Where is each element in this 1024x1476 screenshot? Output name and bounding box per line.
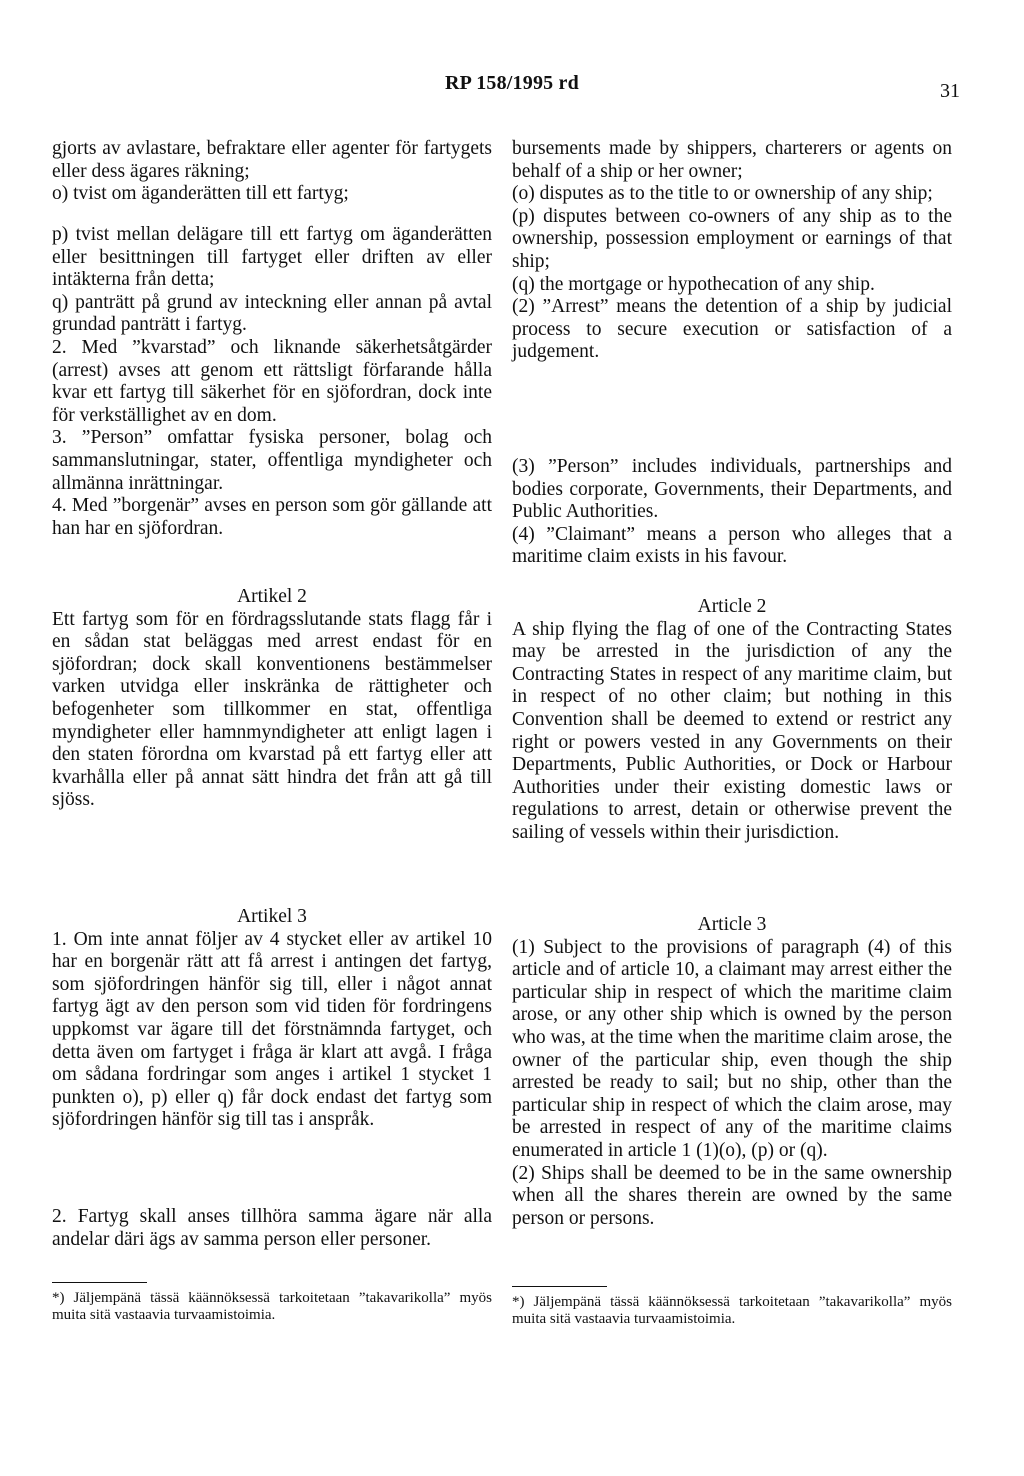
left-paragraph: 3. ”Person” omfattar fysiska personer, bolag och sammanslutningar, stater, offentliga myndigheter och allmänna inrättningar. <box>52 427 492 494</box>
left-paragraph: p) tvist mellan delägare till ett fartyg om äganderätten eller besittningen till fartyget eller driften av eller intäkterna från detta; <box>52 224 492 291</box>
right-definitions-block-2 <box>512 456 952 569</box>
left-article-2 <box>52 586 492 812</box>
left-paragraph: o) tvist om äganderätten till ett fartyg; <box>52 183 349 205</box>
left-paragraph: 2. Med ”kvarstad” och liknande säkerhetsåtgärder (arrest) avses att genom ett rättsligt förfarande hålla kvar ett fartyg till säkerhet för en sjöfordran, dock inte för verkställighet av en dom. <box>52 336 492 426</box>
right-paragraph: bursements made by shippers, charterers or agents on behalf of a ship or her owner; <box>512 138 952 182</box>
right-footnote-rule <box>512 1286 607 1287</box>
left-paragraph: q) panträtt på grund av inteckning eller annan på avtal grundad panträtt i fartyg. <box>52 291 492 336</box>
right-paragraph: (3) ”Person” includes individuals, partnerships and bodies corporate, Governments, their Departments, and Public Authorities. <box>512 456 952 523</box>
left-article-3-paragraph-2: 2. Fartyg skall anses tillhöra samma ägare när alla andelar däri ägs av samma person eller personer. <box>52 1206 492 1250</box>
right-paragraph: (2) ”Arrest” means the detention of a ship by judicial process to secure execution or satisfaction of a judgement. <box>512 296 952 363</box>
left-article-3-heading: Artikel 3 <box>237 906 307 927</box>
page-number: 31 <box>940 80 960 102</box>
right-paragraph: (p) disputes between co-owners of any ship as to the ownership, possession employment or earnings of that ship; <box>512 205 952 272</box>
right-footnote: *) Jäljempänä tässä käännöksessä tarkoitetaan ”takavarikolla” myös muita sitä vastaavia turvaamistoimia. <box>512 1294 952 1327</box>
left-definitions-block <box>52 138 492 206</box>
right-paragraph: (4) ”Claimant” means a person who alleges that a maritime claim exists in his favour. <box>512 523 952 568</box>
right-article-3 <box>512 914 952 1230</box>
right-article-2 <box>512 596 952 845</box>
right-definitions-block <box>512 138 952 364</box>
right-article-3-paragraph-1: (1) Subject to the provisions of paragraph (4) of this article and of article 10, a claimant may arrest either the particular ship in respect of which the maritime claim arose, or any other ship which is owned by the person who was, at the time when the maritime claim arose, the owner of the particular ship, even though the ship arrested be ready to sail; but no ship, other than the particular ship in respect of which the claim arose, may be arrested in respect of any of the maritime claims enumerated in article 1 (1)(o), (p) or (q). <box>512 936 952 1161</box>
page-header-title: RP 158/1995 rd <box>445 72 579 94</box>
right-article-2-text: A ship flying the flag of one of the Contracting States may be arrested in the jurisdiction of any the Contracting States in respect of any maritime claim, but in respect of no other claim; but nothing in this Convention shall be deemed to extend or restrict any right or powers vested in any Governments on their Departments, Public Authorities, or Dock or Harbour Authorities under their existing domestic laws or regulations to arrest, detain or otherwise prevent the sailing of vessels within their jurisdiction. <box>512 618 952 843</box>
left-definitions-block-2 <box>52 224 492 540</box>
left-paragraph: gjorts av avlastare, befraktare eller agenter för fartygets eller dess ägares räkning; <box>52 138 492 182</box>
right-article-2-heading: Article 2 <box>697 596 767 617</box>
left-footnote: *) Jäljempänä tässä käännöksessä tarkoitetaan ”takavarikolla” myös muita sitä vastaavia turvaamistoimia. <box>52 1290 492 1323</box>
right-paragraph: (o) disputes as to the title to or ownership of any ship; <box>512 183 933 205</box>
left-article-3-part-2 <box>52 1206 492 1251</box>
left-article-2-text: Ett fartyg som för en fördragsslutande stats flagg får i en sådan stat beläggas med arrest endast för en sjöfordran; dock skall konventionens bestämmelser varken utvidga eller inskränka de rättigheter och befogenheter som tillkommer en stat, offentliga myndigheter eller hamnmyndigheter att enligt lagen i den staten förordna om kvarstad på ett fartyg eller att kvarhålla eller på annat sätt hindra det från att gå till sjöss. <box>52 608 492 811</box>
left-article-3-paragraph-1: 1. Om inte annat följer av 4 stycket eller av artikel 10 har en borgenär rätt att få arrest i antingen det fartyg, som sjöfordringen hänför sig till, eller i något annat fartyg ägt av den person som vid tiden för fordringens uppkomst var ägare till det förstnämnda fartyget, och detta även om fartyget i fråga är klart att avgå. I fråga om sådana fordringar som anges i artikel 1 stycket 1 punkten o), p) eller q) får dock endast det fartyg som sjöfordringen hänför sig till tas i anspråk. <box>52 928 492 1131</box>
left-article-2-heading: Artikel 2 <box>237 586 307 607</box>
left-paragraph: 4. Med ”borgenär” avses en person som gör gällande att han har en sjöfordran. <box>52 495 492 539</box>
left-footnote-rule <box>52 1282 147 1283</box>
left-article-3 <box>52 906 492 1132</box>
right-article-3-heading: Article 3 <box>697 914 767 935</box>
right-article-3-paragraph-2: (2) Ships shall be deemed to be in the same ownership when all the shares therein are owned by the same person or persons. <box>512 1162 952 1229</box>
right-paragraph: (q) the mortgage or hypothecation of any ship. <box>512 273 875 295</box>
